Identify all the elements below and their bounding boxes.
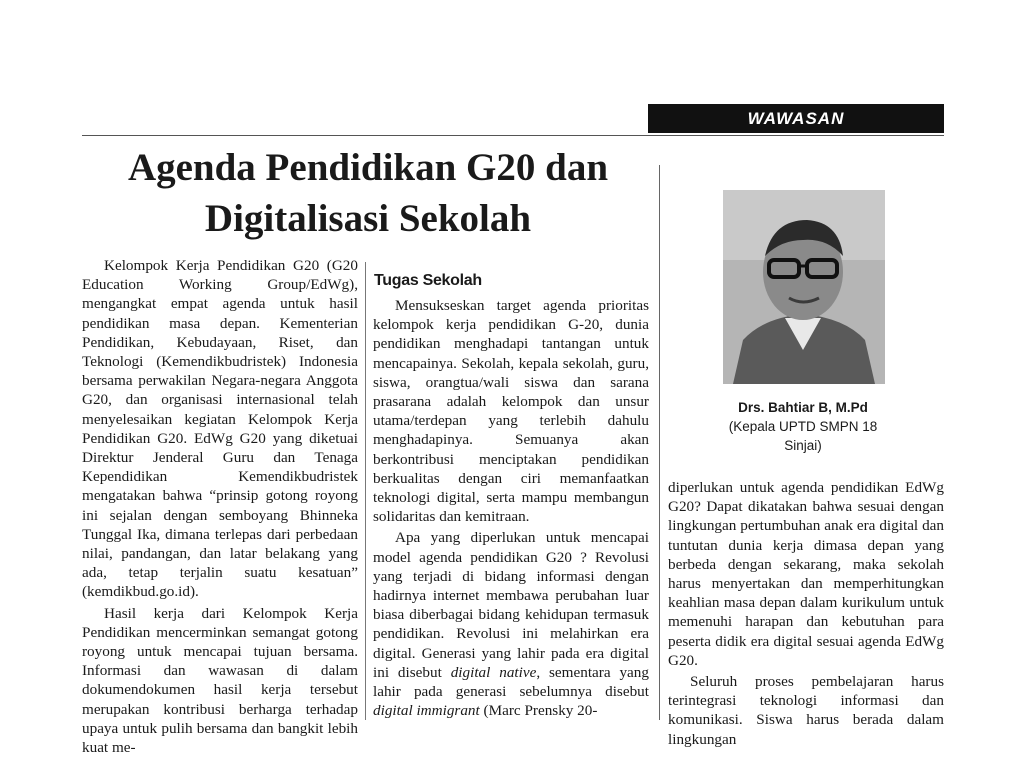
article-column-1 — [82, 256, 358, 757]
paragraph: Seluruh proses pembelajaran harus terintegrasi teknologi informasi dan komunikasi. Siswa harus berada dalam lingkungan — [668, 673, 944, 748]
column-divider-middle — [365, 262, 366, 720]
portrait-illustration — [723, 190, 885, 384]
author-position-line-1: (Kepala UPTD SMPN 18 — [728, 419, 878, 434]
emphasis-term: digital native — [450, 663, 537, 681]
author-position-line-2: Sinjai) — [784, 438, 822, 453]
author-name: Drs. Bahtiar B, M.Pd — [738, 400, 868, 415]
text-run: , sementara yang lahir pada generasi sebelumnya disebut — [373, 663, 649, 701]
headline-line-2: Digitalisasi Sekolah — [204, 197, 532, 240]
paragraph: Mensukseskan target agenda prioritas kelompok kerja pendidikan G-20, dunia pendidikan menghadapi tantangan untuk mencapainya. Sekolah, kepala sekolah, guru, siswa, orangtua/wali siswa dan sarana prasarana adalah kelompok dan unsur utama/terdepan yang terlebih dahulu menghadapinya. Semuanya akan berkontribusi menciptakan pendidikan berkualitas dengan ciri memanfaatkan teknologi digital, serta mampu membangun solidaritas dan kemitraan. — [373, 297, 649, 526]
paragraph: diperlukan untuk agenda pendidikan EdWg G20? Dapat dikatakan bahwa sesuai dengan lingkungan pertumbuhan anak era digital dan tuntutan dunia kerja dimasa depan yang berbeda dengan sekarang, maka sekolah harus menyertakan dan memperhitungkan keahlian masa depan dalam kurikulum untuk memenuhi harapan dan kebutuhan para peserta didik era digital sesuai agenda EdWg G20. — [668, 479, 944, 669]
column-divider-right — [659, 165, 660, 720]
headline-line-1: Agenda Pendidikan G20 dan — [127, 146, 609, 189]
section-label: WAWASAN — [648, 104, 944, 133]
article-column-2 — [373, 296, 649, 720]
text-run: (Marc Prensky 20- — [479, 702, 598, 720]
paragraph: Hasil kerja dari Kelompok Kerja Pendidikan mencerminkan semangat gotong royong untuk mencapai tujuan bersama. Informasi dan wawasan di dalam dokumendokumen hasil kerja tersebut merupakan kontribusi berharga terhadap upaya untuk pulih bersama dan bangkit lebih kuat me- — [82, 604, 358, 757]
header-rule — [82, 135, 944, 136]
author-photo — [723, 190, 885, 384]
article-headline — [82, 142, 654, 244]
paragraph: Kelompok Kerja Pendidikan G20 (G20 Education Working Group/EdWg), mengangkat empat agenda untuk hasil pendidikan masa depan. Kementerian Pendidikan, Kebudayaan, Riset, dan Teknologi (Kemendikbudristek) Indonesia bersama perwakilan Negara-negara Anggota G20, dan organisasi internasional telah menyelesaikan kegiatan Kelompok Kerja Pendidikan G20. EdWg G20 yang diketuai Direktur Jenderal Guru dan Tenaga Kependidikan Kemendikbudristek mengatakan bahwa “prinsip gotong royong ini sejalan dengan semboyang Bhinneka Tunggal Ika, dimana terlepas dari perbedaan nilai, pandangan, dan latar belakang yang ada, tetap terjalin suatu kesatuan” (kemdikbud.go.id). — [82, 257, 358, 601]
photo-caption — [690, 398, 916, 455]
article-column-3 — [668, 478, 944, 748]
paragraph — [373, 528, 649, 720]
emphasis-term: digital immigrant — [373, 702, 480, 720]
subheading: Tugas Sekolah — [374, 272, 482, 289]
text-run: Apa yang diperlukan untuk mencapai model agenda pendidikan G20 ? Revolusi yang terjadi di bidang informasi dengan hadirnya internet membawa perubahan luar biasa diberbagai bidang kehidupan termasuk pendidikan. Revolusi ini melahirkan era digital. Generasi yang lahir pada era digital ini disebut — [373, 529, 649, 681]
